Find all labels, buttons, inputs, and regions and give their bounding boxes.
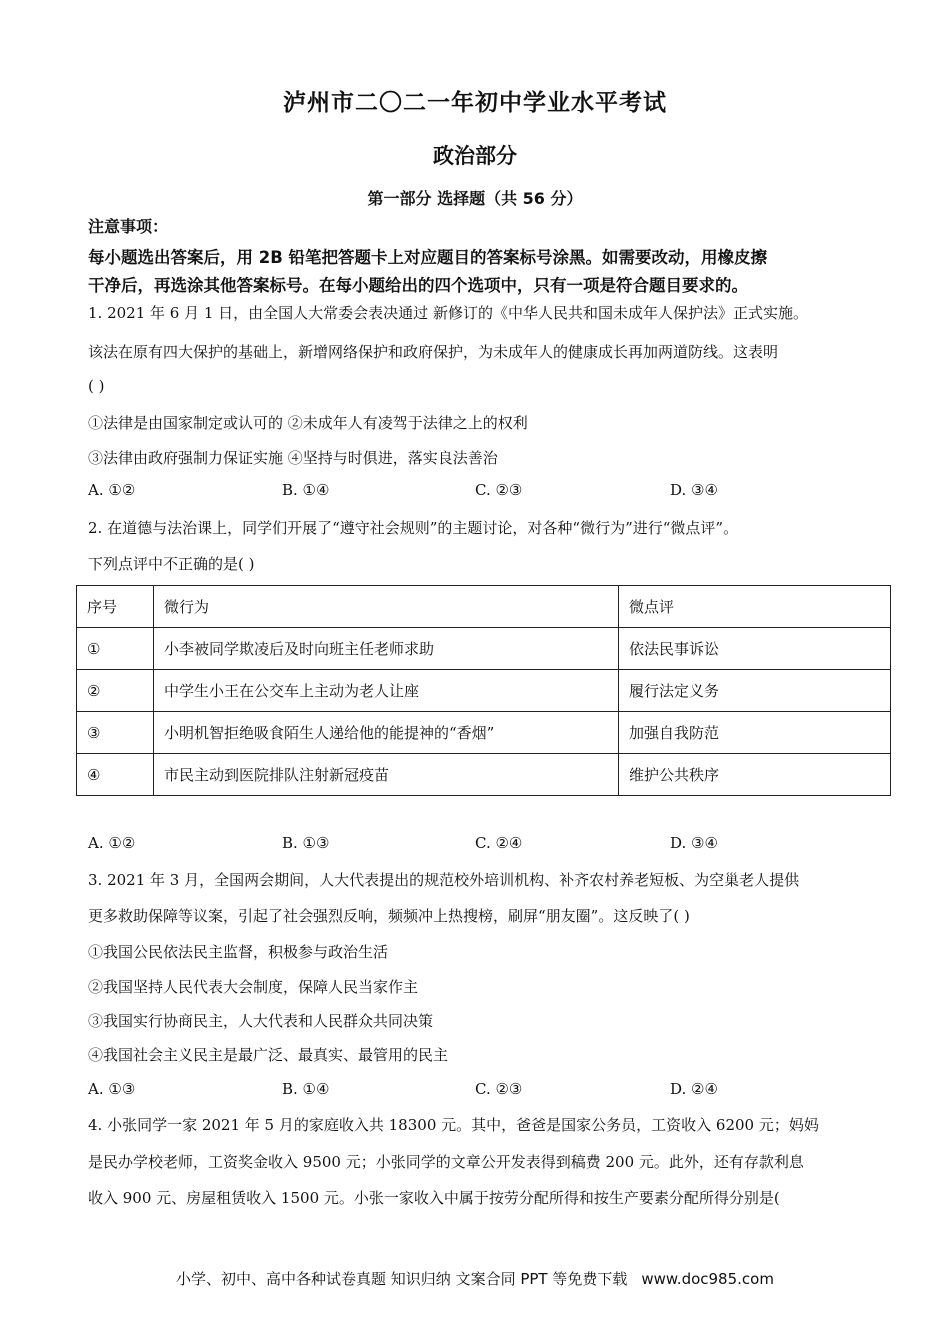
q2-option-b: B. ①③ bbox=[282, 834, 330, 852]
q3-statement-4: ④我国社会主义民主是最广泛、最真实、最管用的民主 bbox=[88, 1046, 449, 1064]
table-header-cell: 微点评 bbox=[619, 586, 891, 628]
q3-statement-2: ②我国坚持人民代表大会制度，保障人民当家作主 bbox=[88, 978, 419, 996]
table-cell: ② bbox=[77, 670, 154, 712]
notice-line-1: 每小题选出答案后，用 2B 铅笔把答题卡上对应题目的答案标号涂黑。如需要改动，用橡皮擦 bbox=[88, 248, 768, 267]
q3-stem-line-1: 3. 2021 年 3 月，全国两会期间，人大代表提出的规范校外培训机构、补齐农村养老短板、为空巢老人提供 bbox=[88, 871, 800, 889]
table-header-cell: 序号 bbox=[77, 586, 154, 628]
table-row bbox=[77, 628, 891, 670]
subject-title: 政治部分 bbox=[433, 144, 517, 168]
q2-option-d: D. ③④ bbox=[670, 834, 718, 852]
table-row bbox=[77, 670, 891, 712]
q3-statement-3: ③我国实行协商民主，人大代表和人民群众共同决策 bbox=[88, 1012, 434, 1030]
exam-title: 泸州市二〇二一年初中学业水平考试 bbox=[283, 90, 667, 116]
q4-stem-line-2: 是民办学校老师，工资奖金收入 9500 元；小张同学的文章公开发表得到稿费 200 元。此外，还有存款利息 bbox=[88, 1153, 804, 1171]
q3-option-b: B. ①④ bbox=[282, 1080, 330, 1098]
q3-statement-1: ①我国公民依法民主监督，积极参与政治生活 bbox=[88, 943, 389, 961]
q2-stem-line-2: 下列点评中不正确的是( ) bbox=[88, 555, 255, 573]
q3-option-c: C. ②③ bbox=[475, 1080, 523, 1098]
table-cell: ① bbox=[77, 628, 154, 670]
notice-line-2: 干净后，再选涂其他答案标号。在每小题给出的四个选项中，只有一项是符合题目要求的。 bbox=[88, 276, 748, 295]
q1-option-b: B. ①④ bbox=[282, 481, 330, 499]
footer bbox=[0, 1268, 950, 1289]
q3-option-a: A. ①③ bbox=[88, 1080, 136, 1098]
table-cell: ④ bbox=[77, 754, 154, 796]
q3-option-d: D. ②④ bbox=[670, 1080, 718, 1098]
q2-stem-line-1: 2. 在道德与法治课上，同学们开展了“遵守社会规则”的主题讨论，对各种“微行为”进行“微点评”。 bbox=[88, 519, 739, 537]
table-cell: 加强自我防范 bbox=[619, 712, 891, 754]
q2-option-c: C. ②④ bbox=[475, 834, 523, 852]
q4-stem-line-3: 收入 900 元、房屋租赁收入 1500 元。小张一家收入中属于按劳分配所得和按生产要素分配所得分别是( bbox=[88, 1189, 780, 1207]
q2-table bbox=[76, 585, 891, 796]
q1-option-d: D. ③④ bbox=[670, 481, 718, 499]
q3-stem-line-2: 更多救助保障等议案，引起了社会强烈反响，频频冲上热搜榜，刷屏“朋友圈”。这反映了( ) bbox=[88, 907, 690, 925]
table-cell: 小李被同学欺凌后及时向班主任老师求助 bbox=[154, 628, 619, 670]
table-header-row bbox=[77, 586, 891, 628]
footer-url[interactable]: www.doc985.com bbox=[641, 1270, 774, 1288]
q4-stem-line-1: 4. 小张同学一家 2021 年 5 月的家庭收入共 18300 元。其中，爸爸是国家公务员，工资收入 6200 元；妈妈 bbox=[88, 1116, 819, 1134]
q1-option-a: A. ①② bbox=[88, 481, 136, 499]
table-cell: ③ bbox=[77, 712, 154, 754]
q1-blank: ( ) bbox=[88, 377, 105, 395]
footer-text: 小学、初中、高中各种试卷真题 知识归纳 文案合同 PPT 等免费下载 bbox=[176, 1270, 628, 1288]
table-cell: 小明机智拒绝吸食陌生人递给他的能提神的“香烟” bbox=[154, 712, 619, 754]
table-cell: 市民主动到医院排队注射新冠疫苗 bbox=[154, 754, 619, 796]
table-header-cell: 微行为 bbox=[154, 586, 619, 628]
q1-statement-1: ①法律是由国家制定或认可的 ②未成年人有凌驾于法律之上的权利 bbox=[88, 414, 528, 432]
table-cell: 维护公共秩序 bbox=[619, 754, 891, 796]
q1-option-c: C. ②③ bbox=[475, 481, 523, 499]
notice-heading: 注意事项： bbox=[88, 217, 169, 236]
q1-stem-line-1: 1. 2021 年 6 月 1 日，由全国人大常委会表决通过 新修订的《中华人民共和国未成年人保护法》正式实施。 bbox=[88, 304, 808, 322]
table-row bbox=[77, 754, 891, 796]
table-cell: 依法民事诉讼 bbox=[619, 628, 891, 670]
table-row bbox=[77, 712, 891, 754]
section-title: 第一部分 选择题（共 56 分） bbox=[367, 189, 583, 208]
table-cell: 中学生小王在公交车上主动为老人让座 bbox=[154, 670, 619, 712]
q2-option-a: A. ①② bbox=[88, 834, 136, 852]
table-cell: 履行法定义务 bbox=[619, 670, 891, 712]
q1-statement-2: ③法律由政府强制力保证实施 ④坚持与时俱进，落实良法善治 bbox=[88, 449, 498, 467]
q1-stem-line-2: 该法在原有四大保护的基础上，新增网络保护和政府保护，为未成年人的健康成长再加两道防线。这表明 bbox=[88, 343, 779, 361]
